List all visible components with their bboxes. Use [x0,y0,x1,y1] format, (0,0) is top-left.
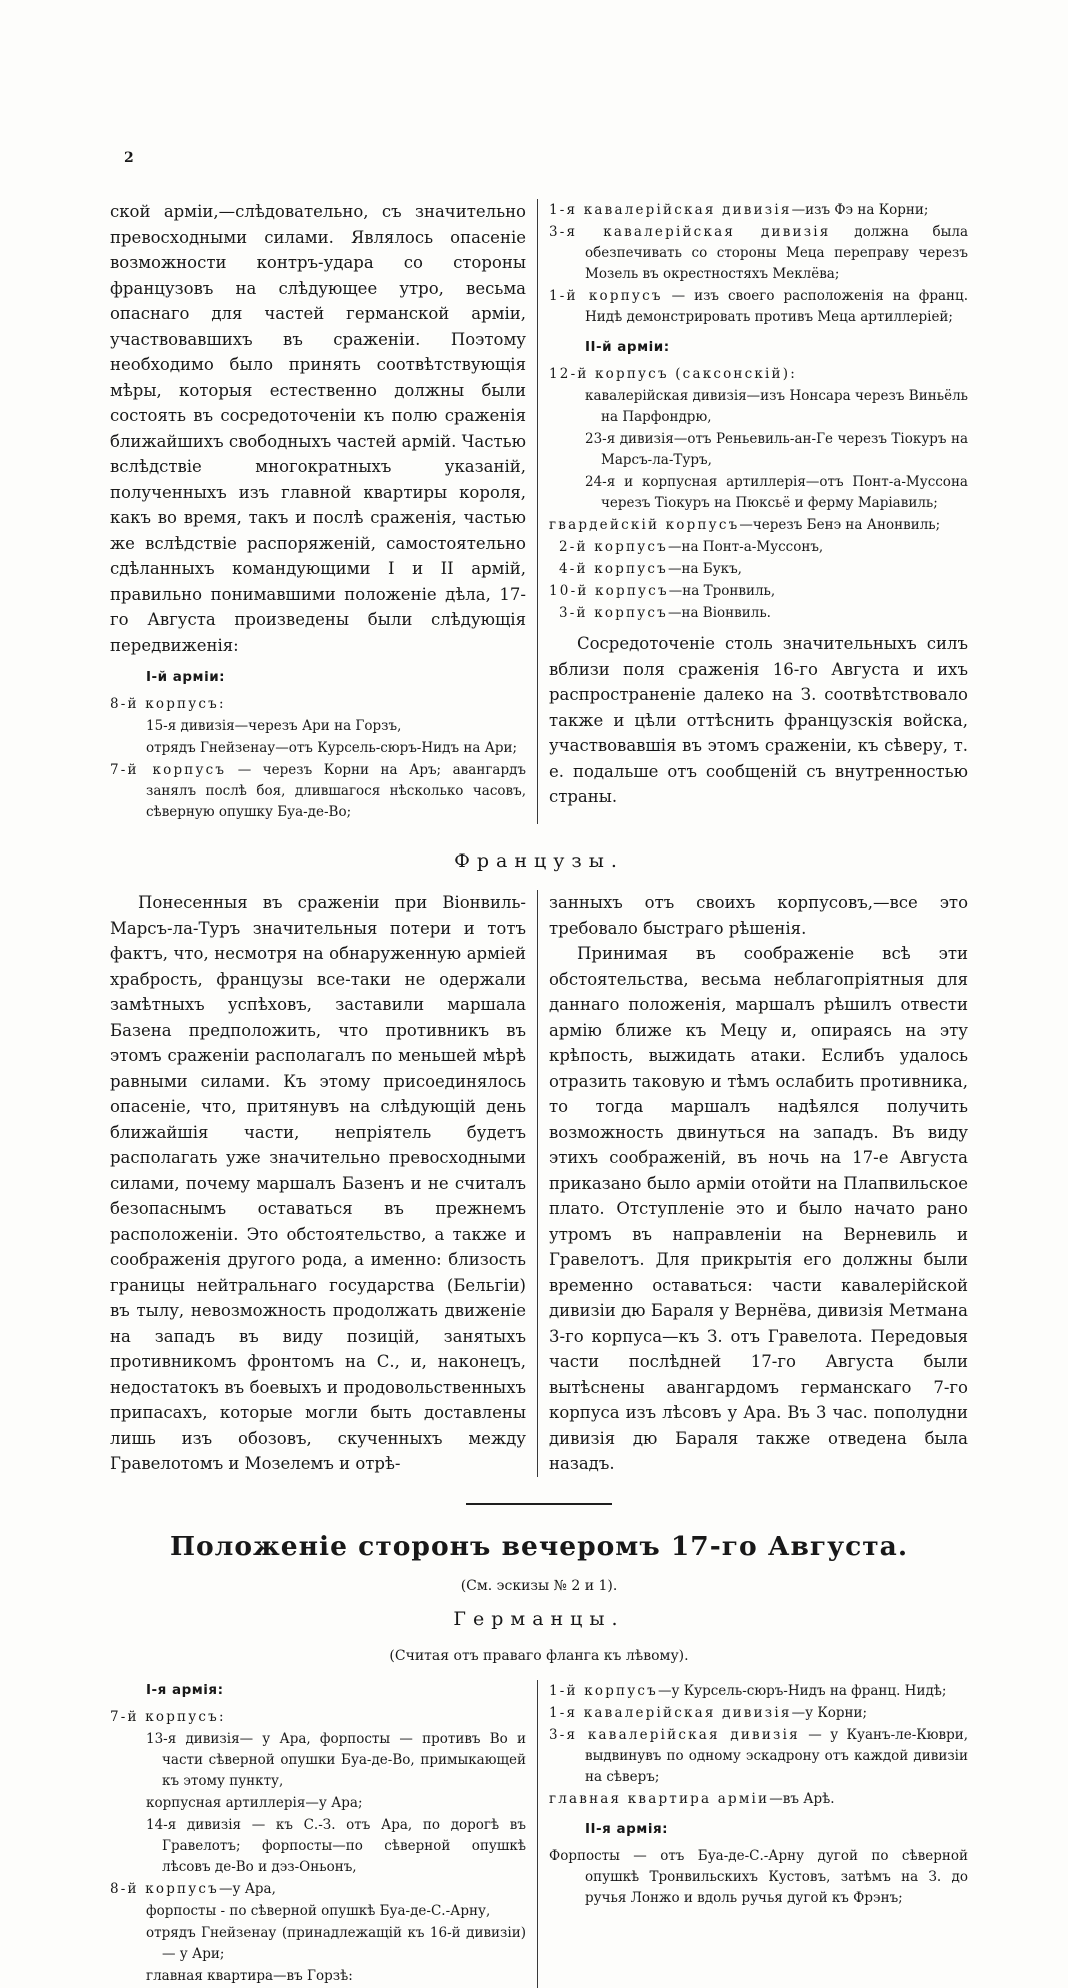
section-rule [466,1503,612,1505]
corps-8-entry [110,1879,526,1900]
entry-lead: 3-й корпусъ [559,605,668,621]
army-1-heading: І-я армія: [146,1681,224,1698]
cav-div-3-entry [549,222,968,285]
french-heading: Французы. [454,850,624,872]
corps-2-entry [559,537,968,558]
corps-8-item: главная квартира—въ Горзѣ: [146,1967,353,1984]
corps-1-entry [549,286,968,328]
entry-lead: 2-й корпусъ [559,539,668,555]
corps-1-entry [549,1681,968,1702]
corps-10-entry [549,581,968,602]
corps-12-heading [549,364,968,385]
germans-right-column [538,1680,968,1988]
top-right-column [538,199,968,824]
flank-note: (Считая отъ праваго фланга къ лѣвому). [389,1647,689,1664]
corps-12-item: кавалерійская дивизія—изъ Нонсара черезъ Виньёль на Парфондрю, [585,388,968,425]
corps-8-heading [110,694,526,715]
entry-rest: — изъ своего расположенія на франц. Нидѣ демонстрировать противъ Меца артиллеріей; [585,288,968,325]
entry-rest: —у Курсель-сюръ-Нидъ на франц. Нидѣ; [657,1682,947,1699]
entry-lead: 1-я кавалерійская дивизія [549,202,792,218]
entry-rest: —изъ Фэ на Корни; [791,202,929,218]
corps-7-item: 13-я дивизія— у Ара, форпосты — противъ Во и части сѣверной опушки Буа-де-Во, примыкающей къ этому пункту, [146,1730,526,1789]
entry-lead: 1-й корпусъ [549,1682,658,1699]
entry-rest: — у Куанъ-ле-Кюври, выдвинувъ по одному эскадрону отъ каждой дивизіи на сѣверъ; [585,1726,969,1785]
entry-rest: —въ Арѣ. [769,1790,835,1807]
corps-8-item: отрядъ Гнейзенау (принадлежащій къ 16-й дивизіи)— у Ари; [146,1924,526,1962]
corps-12-item: 23-я дивизія—отъ Реньевиль-ан-Ге черезъ Тіокуръ на Марсъ-ла-Туръ, [585,431,968,468]
corps-8-lead: 8-й корпусъ: [110,696,226,712]
germans-heading: Германцы. [453,1607,625,1630]
evening-title: Положеніе сторонъ вечеромъ 17-го Августа. [169,1530,909,1562]
corps-7-rest: — черезъ Корни на Аръ; авангардъ занялъ послѣ боя, длившагося нѣсколько часовъ, сѣверную опушку Буа-де-Во; [146,762,526,820]
french-right-paragraph-1: занныхъ отъ своихъ корпусовъ,—все это требовало быстраго рѣшенія. [549,893,968,938]
entry-rest: —у Корни; [791,1704,868,1721]
cav-div-1-entry [549,1703,968,1724]
entry-lead: 3-я кавалерійская дивизія [549,1726,800,1743]
corps-8-item: форпосты - по сѣверной опушкѣ Буа-де-С.-Арну, [146,1902,491,1919]
corps-7-entry [110,760,526,823]
guard-corps-entry [549,515,968,536]
entry-rest: —на Тронвиль, [668,583,776,599]
entry-lead: главная квартира арміи [549,1790,770,1807]
book-page [110,150,968,1988]
french-right-column [538,890,968,1477]
corps-12-lead: 12-й корпусъ (саксонскій): [549,366,797,382]
army-2-heading: ІІ-й арміи: [585,339,670,355]
germans-left-column [110,1680,537,1988]
entry-rest: —на Віонвиль. [667,605,771,621]
entry-lead: 10-й корпусъ [549,583,669,599]
entry-rest: должна была обезпечивать со стороны Меца переправу черезъ Мозель въ окрестностяхъ Меклёва; [585,224,969,282]
entry-rest: —на Букъ, [667,561,742,577]
army-1-heading: І-й арміи: [146,669,226,685]
top-left-column [110,199,537,824]
french-left-column [110,890,537,1477]
germans-section [110,1680,968,1988]
french-left-paragraph: Понесенныя въ сраженіи при Віонвиль-Марсъ-ла-Туръ значительныя потери и тотъ фактъ, что, несмотря на обнаруженную арміей храбрость, французы все-таки не одержали замѣтныхъ успѣховъ, заставили маршала Базена предположить, что противникъ въ этомъ сраженіи располагалъ по меньшей мѣрѣ равными силами. Къ этому присоединялось опасеніе, что, притянувъ на слѣдующій день ближайшія части, непріятель будетъ располагать уже значительно превосходными силами, почему маршалъ Базенъ и не считалъ безопаснымъ оставаться въ прежнемъ расположеніи. Это обстоятельство, а также и соображенія другого рода, а именно: близость границы нейтральнаго государства (Бельгіи) въ тылу, невозможность продолжать движеніе на западъ въ виду позицій, занятыхъ противникомъ фронтомъ на С., и, наконецъ, недостатокъ въ боевыхъ и продовольственныхъ припасахъ, которые могли быть доставлены лишь изъ обозовъ, скученныхъ между Гравелотомъ и Мозелемъ и отрѣ- [110,893,526,1473]
corps-7-item: 14-я дивизія — къ С.-З. отъ Ара, по дорогѣ въ Гравелотъ; форпосты—по сѣверной опушкѣ лѣсовъ де-Во и дэз-Оньонъ, [146,1816,526,1875]
corps-7-lead: 7-й корпусъ: [110,1708,226,1725]
corps-8-lead: 8-й корпусъ [110,1880,219,1897]
french-right-paragraph-2: Принимая въ соображеніе всѣ эти обстоятельства, весьма неблагопріятныя для даннаго положенія, маршалъ рѣшилъ отвести армію ближе къ Мецу и, опираясь на эту крѣпость, выжидать атаки. Еслибъ удалось отразить таковую и тѣмъ ослабить противника, то тогда маршалъ надѣялся получить возможность двинуться на западъ. Въ виду этихъ соображеній, въ ночь на 17-е Августа приказано было арміи отойти на Плапвильское плато. Отступленіе это и было начато рано утромъ въ направленіи на Верневиль и Гравелотъ. Для прикрытія его должны были временно оставаться: части кавалерійской дивизіи дю Бараля у Вернёва, дивизія Метмана 3-го корпуса—къ З. отъ Гравелота. Передовыя части послѣдней 17-го Августа были вытѣснены авангардомъ германскаго 7-го корпуса изъ лѣсовъ у Ара. Въ 3 час. пополудни дивизія дю Бараля также отведена была назадъ. [549,944,968,1473]
forposts-entry: Форпосты — отъ Буа-де-С.-Арну дугой по сѣверной опушкѣ Тронвильскихъ Кустовъ, затѣмъ на З. до ручья Лонжо и вдоль ручья дугой къ Фрэнъ; [549,1847,968,1906]
corps-8-rest: —у Ара, [218,1880,276,1897]
corps-7-lead: 7-й корпусъ [110,762,227,778]
concentration-paragraph: Сосредоточеніе столь значительныхъ силъ вблизи поля сраженія 16-го Августа и ихъ распространеніе далеко на З. соотвѣтствовало также и цѣли оттѣснить французскія войска, участвовавшія въ этомъ сраженіи, къ сѣверу, т. е. подальше отъ сообщеній съ внутренностью страны. [549,634,968,806]
corps-3-entry [559,603,968,624]
entry-lead: гвардейскій корпусъ [549,517,740,533]
entry-lead: 3-я кавалерійская дивизія [549,224,831,240]
cav-div-3-entry [549,1725,968,1788]
corps-12-item: 24-я и корпусная артиллерія—отъ Понт-а-Муссона черезъ Тіокуръ на Пюксьё и ферму Маріавиль; [585,474,968,511]
corps-4-entry [559,559,968,580]
army-2-heading: ІІ-я армія: [585,1820,669,1837]
corps-8-item: 15-я дивизія—черезъ Ари на Горзъ, [146,718,402,734]
corps-7-item: корпусная артиллерія—у Ара; [146,1794,363,1811]
corps-8-item: отрядъ Гнейзенау—отъ Курсель-сюръ-Нидъ на Ари; [146,740,518,756]
page-number: 2 [124,150,134,166]
corps-7-heading [110,1707,526,1728]
hq-entry [549,1789,968,1810]
french-section [110,890,968,1477]
top-section [110,199,968,824]
entry-lead: 4-й корпусъ [559,561,668,577]
cav-div-1-entry [549,200,968,221]
entry-rest: —черезъ Бенэ на Анонвиль; [739,517,941,533]
sketches-note: (См. эскизы № 2 и 1). [460,1577,618,1594]
entry-rest: —на Понт-а-Муссонъ, [667,539,824,555]
entry-lead: 1-й корпусъ [549,288,663,304]
continuation-paragraph: ской арміи,—слѣдовательно, съ значительно превосходными силами. Являлось опасеніе возможности контръ-удара со стороны французовъ на слѣдующее утро, весьма опаснаго для частей германской арміи, участвовавшихъ въ сраженіи. Поэтому необходимо было принять соотвѣтствующія мѣры, которыя естественно должны были состоять въ сосредоточеніи къ полю сраженія ближайшихъ свободныхъ частей армій. Частью вслѣдствіе многократныхъ указаній, полученныхъ изъ главной квартиры короля, какъ во время, такъ и послѣ сраженія, частью же вслѣдствіе распоряженій, самостоятельно сдѣланныхъ командующими I и II армій, правильно понимавшими положеніе дѣла, 17-го Августа произведены были слѣдующія передвиженія: [110,202,526,655]
entry-lead: 1-я кавалерійская дивизія [549,1704,792,1721]
